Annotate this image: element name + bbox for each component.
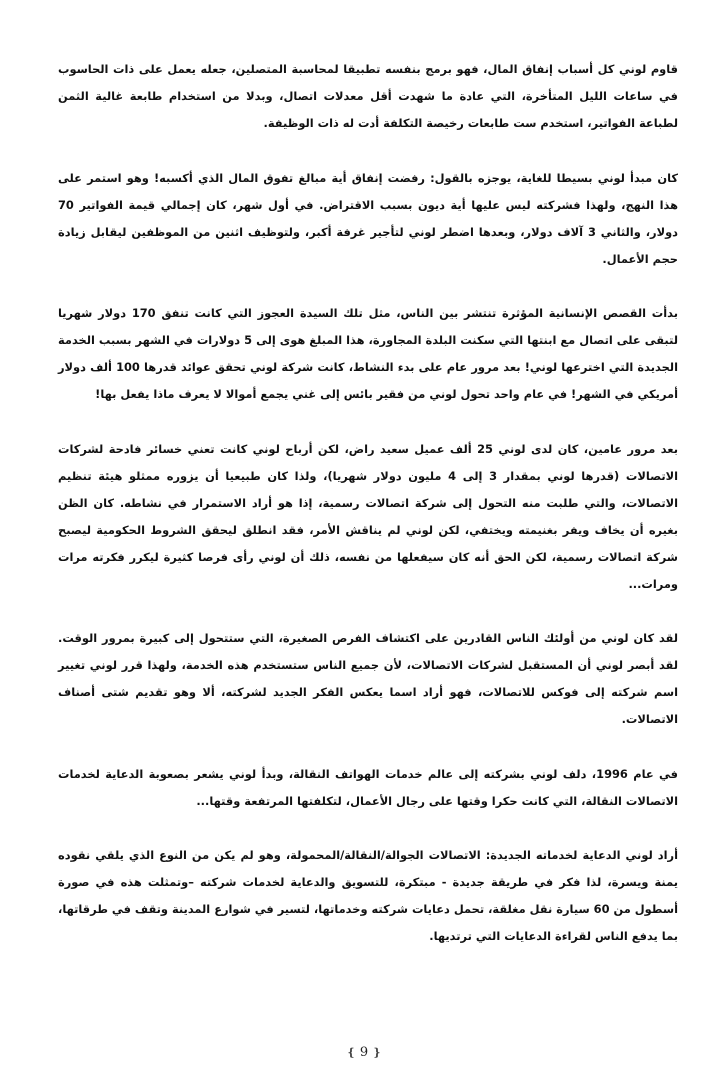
paragraph-3: بدأت القصص الإنسانية المؤثرة تنتشر بين الناس، مثل تلك السيدة العجوز التي كانت تنفق 170 دولار شهريا لتبقى على اتصال مع ابنتها التي سكنت البلدة المجاورة، هذا المبلغ هوى إلى 5 دولارات في الشهر بسبب الخدمة الجديدة التي اخترعها لوني! بعد مرور عام على بدء النشاط، كانت شركة لوني تحقق عوائد قدرها 100 ألف دولار أمريكي في الشهر! في عام واحد تحول لوني من فقير بائس إلى غني يجمع أموالا لا يعرف ماذا يفعل بها! bbox=[58, 306, 679, 401]
document-body bbox=[58, 56, 678, 978]
footer-ornament-right: ❵ bbox=[372, 1046, 382, 1059]
page-number: 9 bbox=[359, 1045, 369, 1060]
paragraph-1: قاوم لوني كل أسباب إنفاق المال، فهو برمج بنفسه تطبيقا لمحاسبة المتصلين، جعله يعمل على ذات الحاسوب في ساعات الليل المتأخرة، التي عادة ما شهدت أقل معدلات اتصال، وبدلا من استخدام طابعة غالية الثمن لطباعة الفواتير، استخدم ست طابعات رخيصة التكلفة أدت له ذات الوظيفة. bbox=[58, 62, 678, 130]
paragraph-4: بعد مرور عامين، كان لدى لوني 25 ألف عميل سعيد راض، لكن أرباح لوني كانت تعني خسائر فادحة لشركات الاتصالات (قدرها لوني بمقدار 3 إلى 4 مليون دولار شهريا)، ولذا كان طبيعيا أن يزوره ممثلو هيئة تنظيم الاتصالات، والتي طلبت منه التحول إلى شركة اتصالات رسمية، إذا هو أراد الاستمرار في نشاطه. كان الظن بغيره أن يخاف ويفر بغنيمته ويختفي، لكن لوني لم يناقش الأمر، فقد انطلق ليحقق الشروط الحكومية ليصبح شركة اتصالات رسمية، لكن الحق أنه كان سيفعلها من نفسه، ذلك أن لوني رأى فرصا كثيرة ليكرر فكرته مرات ومرات... bbox=[58, 441, 678, 591]
footer-ornament-left: ❴ bbox=[346, 1046, 356, 1059]
paragraph-6: في عام 1996، دلف لوني بشركته إلى عالم خدمات الهواتف النقالة، وبدأ لوني يشعر بصعوبة الدعاية لخدمات الاتصالات النقالة، التي كانت حكرا وقتها على رجال الأعمال، لتكلفتها المرتفعة وقتها... bbox=[58, 766, 678, 808]
paragraph-7: أراد لوني الدعاية لخدماته الجديدة: الاتصالات الجوالة/النقالة/المحمولة، وهو لم يكن من النوع الذي يلقي نقوده يمنة ويسرة، لذا فكر في طريقة جديدة - مبتكرة، للتسويق والدعاية لخدمات شركته –وتمثلت هذه في صورة أسطول من 60 سيارة نقل مغلقة، تحمل دعايات شركته وخدماتها، لتسير في شوارع المدينة وتقف في طرقاتها، بما يدفع الناس لقراءة الدعايات التي ترتديها. bbox=[58, 848, 678, 943]
paragraph-2: كان مبدأ لوني بسيطا للغاية، يوجزه بالقول: رفضت إنفاق أية مبالغ تفوق المال الذي أكسبه! وهو استمر على هذا النهج، ولهذا فشركته ليس عليها أية ديون بسبب الاقتراض. في أول شهر، كان إجمالي قيمة الفواتير 70 دولار، والثاني 3 آلاف دولار، وبعدها اضطر لوني لتأجير غرفة أكبر، ولتوظيف اثنين من الموظفين ليقابل زيادة حجم الأعمال. bbox=[58, 170, 678, 266]
paragraph-5: لقد كان لوني من أولئك الناس القادرين على اكتشاف الفرص الصغيرة، التي ستتحول إلى كبيرة بمرور الوقت. لقد أبصر لوني أن المستقبل لشركات الاتصالات، لأن جميع الناس ستستخدم هذه الخدمة، ولهذا قرر لوني تغيير اسم شركته إلى فوكس للاتصالات، فهو أراد اسما يعكس الفكر الجديد لشركته، ألا وهو تقديم شتى أصناف الاتصالات. bbox=[58, 631, 678, 726]
page-number-footer bbox=[0, 1045, 728, 1060]
